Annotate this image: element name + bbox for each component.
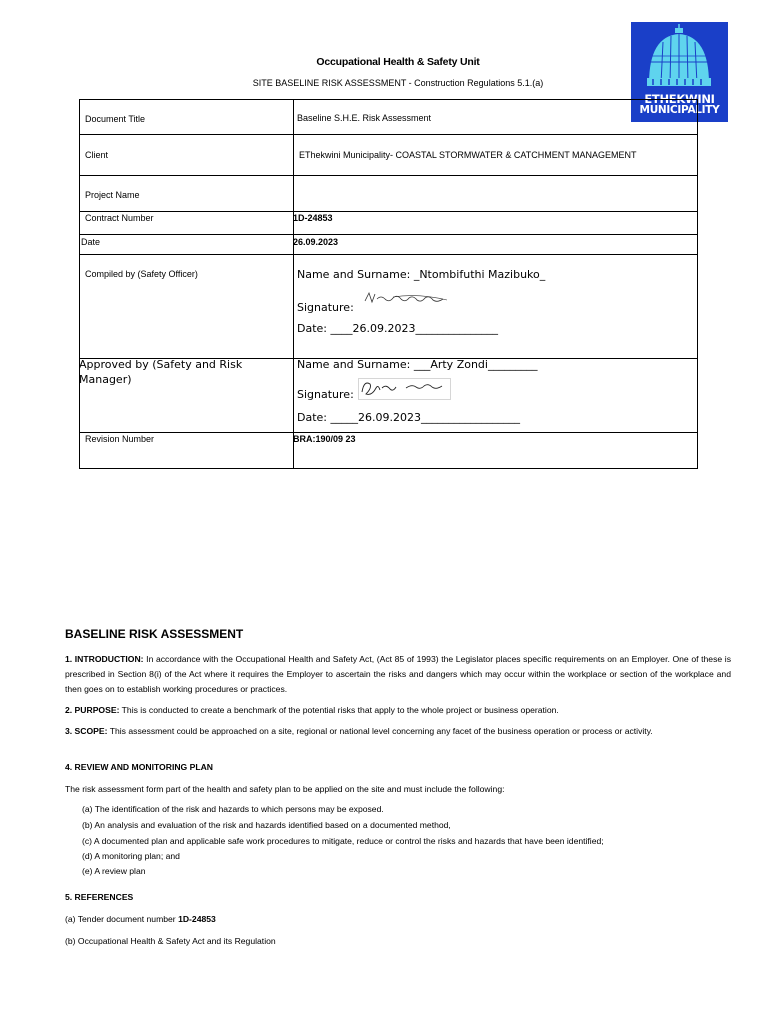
project-name-label: Project Name (85, 190, 140, 200)
introduction-label: 1. INTRODUCTION: (65, 654, 144, 664)
table-column-divider (293, 100, 294, 468)
date-label: Date (81, 237, 101, 247)
scope-paragraph (65, 724, 731, 739)
references-heading: 5. REFERENCES (65, 892, 134, 902)
client-label: Client (85, 150, 109, 160)
contract-number-label: Contract Number (85, 213, 154, 223)
scope-label: 3. SCOPE: (65, 726, 108, 736)
revision-number-value: BRA:190/09 23 (293, 434, 356, 444)
document-title-label: Document Title (85, 114, 146, 124)
compiled-by-signature-label: Signature: (297, 301, 354, 314)
reference-a-prefix: (a) Tender document number (65, 914, 179, 924)
compiled-by-name: Name and Surname: _Ntombifuthi Mazibuko_ (297, 268, 546, 281)
list-item: (a) The identification of the risk and hazards to which persons may be exposed. (82, 804, 384, 814)
document-title-value: Baseline S.H.E. Risk Assessment (297, 113, 432, 123)
approved-by-label-line2: Manager) (79, 373, 132, 386)
client-value: EThekwini Municipality- COASTAL STORMWATER & CATCHMENT MANAGEMENT (299, 150, 637, 160)
scope-text: This assessment could be approached on a site, regional or national level concerning any facet of the business operation or process or activity. (107, 726, 653, 736)
approved-by-signature-label: Signature: (297, 388, 354, 401)
introduction-paragraph (65, 652, 731, 697)
introduction-text: In accordance with the Occupational Health and Safety Act, (Act 85 of 1993) the Legislator places specific requirements on an Employer. One of these is prescribed in Section 8(i) of the Act where it requires the Employer to ascertain the risks and dangers which may occur within the workplace or section of the workplace and then goes on to establish working procedures or practices. (65, 654, 732, 694)
purpose-paragraph (65, 703, 731, 718)
date-value: 26.09.2023 (293, 237, 339, 247)
list-item: (d) A monitoring plan; and (82, 851, 180, 861)
compiled-by-date: Date: ____26.09.2023_______________ (297, 322, 498, 335)
approved-by-name: Name and Surname: ___Arty Zondi_________ (297, 358, 538, 371)
approved-by-signature (358, 378, 451, 400)
list-item: (e) A review plan (82, 866, 146, 876)
reference-a (65, 912, 731, 927)
unit-title: Occupational Health & Safety Unit (316, 56, 480, 68)
compiled-by-label: Compiled by (Safety Officer) (85, 269, 198, 279)
purpose-text: This is conducted to create a benchmark of the potential risks that apply to the whole project or business operation. (119, 705, 559, 715)
compiled-by-signature (363, 291, 449, 307)
list-item: (b) An analysis and evaluation of the risk and hazards identified based on a documented method, (82, 820, 451, 830)
approved-by-label-line1: Approved by (Safety and Risk (79, 358, 243, 371)
approved-by-date: Date: _____26.09.2023__________________ (297, 411, 520, 424)
revision-number-label: Revision Number (85, 434, 155, 444)
document-subtitle: SITE BASELINE RISK ASSESSMENT - Construction Regulations 5.1.(a) (252, 78, 544, 88)
reference-a-number: 1D-24853 (178, 914, 216, 924)
document-info-table (79, 99, 698, 469)
review-heading: 4. REVIEW AND MONITORING PLAN (65, 762, 214, 772)
review-text: The risk assessment form part of the health and safety plan to be applied on the site and must include the following: (65, 784, 505, 794)
logo-text-ethekwini: ETHEKWINI (644, 92, 715, 106)
section-heading: BASELINE RISK ASSESSMENT (65, 627, 244, 641)
list-item: (c) A documented plan and applicable safe work procedures to mitigate, reduce or control the risks and hazards that have been identified; (82, 836, 604, 846)
contract-number-value: 1D-24853 (293, 213, 333, 223)
logo-text-municipality: MUNICIPALITY (639, 104, 720, 116)
purpose-label: 2. PURPOSE: (65, 705, 120, 715)
reference-b: (b) Occupational Health & Safety Act and its Regulation (65, 936, 276, 946)
